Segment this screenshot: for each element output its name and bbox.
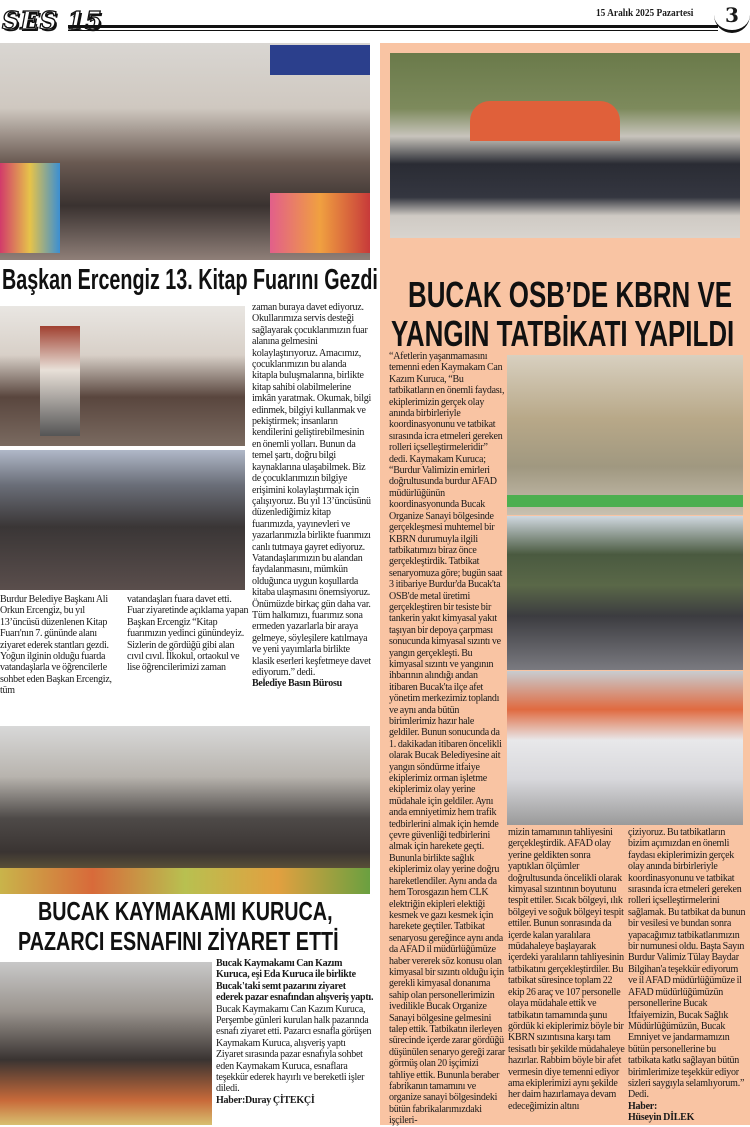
kbrn-byline-label: Haber:: [628, 1100, 658, 1112]
book-fair-photo-2: [0, 306, 245, 446]
market-visit-photo-main: [0, 726, 370, 894]
kbrn-text-col3: [628, 827, 747, 1124]
kbrn-byline-name: Hüseyin DİLEK: [628, 1112, 695, 1124]
kbrn-headline-line2: YANGIN TATBİKATI YAPILDI: [391, 313, 735, 354]
market-visit-byline: Haber:Duray ÇİTEKÇİ: [216, 1094, 315, 1106]
kbrn-group-photo: [390, 53, 740, 238]
book-fair-headline: Başkan Ercengiz 13. Kitap Fuarını Gezdi: [2, 264, 378, 296]
book-fair-byline: Belediye Basın Bürosu: [252, 678, 342, 690]
kbrn-text-col2: mizin tamamının tahliyesini gerçekleştirdik. AFAD olay yerine geldikten sonra yaptıkları ölçümler doğrultusunda öncelikli olarak kimyasal sızıntının boyutunu tespit ettiler. Sıcak bölgeyi, ılık bölgeyi ve soğuk bölgeyi tespit ettiler. Bunun sonrasında da içerde kalan yaralılara müdahaleye başlayarak içerdeki yaralıların tahliyesinin tatbikatını gerçekleştirdiler. Bu tatbikat süresince toplam 22 ekip 26 araç ve 107 personelle olaya müdahale ettik ve tatbikatın tamamında şunu gördük ki ekiplerimiz böyle bir KBRN sızıntısına karşı tam tesisatlı bir şekilde müdahaleye hazırlar. Rabbim böyle bir afet vermesin diye temenni ediyor ama ekiplerimizi aynı şekilde her daim hazırlamaya devam edeceğimizin altını: [508, 827, 625, 1112]
book-fair-text-col3: [252, 302, 373, 690]
kbrn-text-col3-body: çiziyoruz. Bu tatbikatların bizim açımızdan en önemli faydası ekiplerimizin gerçek olay anında birbirleriyle koordinasyonunu ve tatbikat sırasında icra etmeleri gereken rolleri içselleştirmelerini sağlamak. Bu tatbikat da bunun bir vesilesi ve bundan sonra yapacağımız tatbikatlarımızın bir numunesi oldu. Başta Sayın Burdur Valimiz Tülay Baydar Bilgihan'a teşekkür ediyorum ve il AFAD müdürlüğümüze il AFAD müdürlüğümüzün personellerine Bucak İtfaiyemizin, Bucak Sağlık Müdürlüğümüzün, Bucak Emniyet ve jandarmamızın bütün personellerine bu tatbikata katkı sağlayan bütün birimlerimize teşekkür ediyor sizleri saygıyla selamlıyorum.” Dedi.: [628, 827, 746, 1101]
book-fair-text-col3-body: zaman buraya davet ediyoruz. Okullarımıza servis desteği sağlayarak çocuklarımızın fuar alanına gelmesini kolaylaştırıyoruz. Amacımız, çocuklarımızın bu alanda kitapla buluşmalarına, birlikte kitap sahibi olabilmelerine imkân yaratmak. Okumak, bilgi edinmek, bilgiyi kullanmak ve pekiştirmek; insanların kendilerini geliştirebilmesinin en önemli yolları. Bunun da temel şartı, doğru bilgi kaynaklarına ulaşabilmek. Biz de çocuklarımızın bilgiye erişimini kolaylaştırmak için çalışıyoruz. Bu yıl 13’üncüsünü düzenlediğimiz kitap fuarımızda, yayınevleri ve yazarlarımızla birlikte fuarımızı canlı tutmaya gayret ediyoruz. Vatandaşlarımızın bu alandan faydalanmasını, mümkün olduğunca uygun koşullarda kitaba ulaşmasını önemsiyoruz. Önümüzde birkaç gün daha var. Tüm halkımızı, fuarımız sona ermeden yazarlarla bir araya gelmeye, söyleşilere katılmaya ve yeni yayımlarla birlikte klasik eserleri keşfetmeye davet ediyorum.” dedi.: [252, 302, 372, 678]
page-number: 3: [714, 3, 750, 33]
masthead-rule: [68, 25, 718, 31]
market-visit-headline-line2: PAZARCI ESNAFINI ZİYARET ETTİ: [18, 926, 339, 956]
book-fair-text-col1: Burdur Belediye Başkanı Ali Orkun Ercengiz, bu yıl 13’üncüsü düzenlenen Kitap Fuarı'nın 7. gününde alanı ziyaret ederek stantları gezdi. Yoğun ilginin olduğu fuarda vatandaşlarla ve öğrencilerle sohbet eden Başkan Ercengiz, tüm: [0, 594, 112, 697]
book-fair-photo-main: [0, 43, 370, 260]
market-visit-photo-2: [0, 962, 212, 1125]
issue-date: 15 Aralık 2025 Pazartesi: [596, 7, 694, 19]
market-visit-text: [216, 958, 374, 1106]
kbrn-decontamination-photo: [507, 355, 743, 515]
book-fair-photo-3: [0, 450, 245, 590]
kbrn-text-col1: “Afetlerin yaşanmamasını temenni eden Kaymakam Can Kazım Kuruca, “Bu tatbikatların en önemli faydası, ekiplerimizin gerçek olay anında birbirleriyle koordinasyonunu ve tatbikat sırasında icra etmeleri gereken rolleri içselleştirmeleridir” dedi. Kaymakam Kuruca; “Burdur Valimizin emirleri doğrultusunda burdur AFAD müdürlüğünün koordinasyonunda Bucak Organize Sanayi bölgesinde gerçekleşmesi muhtemel bir KBRN durumuyla ilgili tatbikatımızı biraz önce gerçekleştirdik. Tatbikat senaryomuza göre; bugün saat 3 itibariye Burdur'da Bucak'ta OSB'de metal üretimi gerçekleştiren bir tesiste bir tankerin yakıt kimyasal yakıt taşıyan bir depoya çarpması sonucunda kimyasal sızıntı ve yangın gerçekleşti. Bu kimyasal sızıntı ve yangının ihbarının alındığı andan itibaren Bucak'ta ilçe afet yönetim merkezimiz toplandı ve aynı anda bütün birimlerimiz hazır hale geldiler. Bunun sonucunda da 1. dakikadan itibaren öncelikli olarak Bucak Belediyesine ait yangın söndürme itfaiye ekiplerimiz orman işletme ekiplerimiz olay yerine müdahale için geldiler. Aynı anda emniyetimiz hem trafik tedbirlerini almak için hemde çevre güvenliği tedbirlerini almak için harekete geçti. Bununla birlikte sağlık ekiplerimiz olay yerine doğru hareketlendiler. Aynı anda da hem Torosgazın hem CLK elektriğin ekipleri elektiği kesmek ve gazı kesmek için harekete geçtiler. Tatbikat senaryosu gereğince aynı anda da AFAD il müdürlüğümüze haber vererek söz konusu olan kimyasal bir sızıntı olduğu için gerekli kimyasal donanıma sahip olan personellerimizin ivedilikle Bucak Organize Sanayi bölgesine gelmesini talep ettik. Tatbikatın ilerleyen sürecinde içerde zarar gördüğü düşünülen senaryo gereği zarar görmüş olan 20 işçimizi tahliye ettik. Bununla beraber fabrikanın tamamını ve organize sanayi bölgesindeki bütün fabrikalarımızdaki işçileri-: [389, 351, 505, 1127]
kbrn-hazmat-photo: [507, 671, 743, 825]
newspaper-logo: SES 15: [2, 6, 103, 35]
kbrn-field-photo: [507, 516, 743, 670]
market-visit-body: Bucak Kaymakamı Can Kazım Kuruca, Perşembe günleri kurulan halk pazarında esnafı ziyaret etti. Pazarcı esnafla görüşen Kaymakam Kuruca, alışveriş yaptı Ziyaret sırasında pazar esnafıyla sohbet eden Kaymakam Kuruca, esnaflara teşekkür ederek hayırlı ve bereketli işler diledi.: [216, 1003, 372, 1095]
book-fair-text-col2: vatandaşları fuara davet etti. Fuar ziyaretinde açıklama yapan Başkan Ercengiz “Kitap fuarımızın yedinci günündeyiz. Sizlerin de gördüğü gibi alan cıvıl cıvıl. İlkokul, ortaokul ve lise öğrencilerimizi zaman: [127, 594, 249, 674]
market-visit-headline-line1: BUCAK KAYMAKAMI KURUCA,: [38, 896, 333, 926]
kbrn-headline-line1: BUCAK OSB’DE KBRN VE: [408, 274, 733, 315]
market-visit-lead: Bucak Kaymakamı Can Kazım Kuruca, eşi Eda Kuruca ile birlikte Bucak'taki semt pazarını ziyaret ederek pazar esnafından alışveriş yaptı.: [216, 958, 374, 1004]
